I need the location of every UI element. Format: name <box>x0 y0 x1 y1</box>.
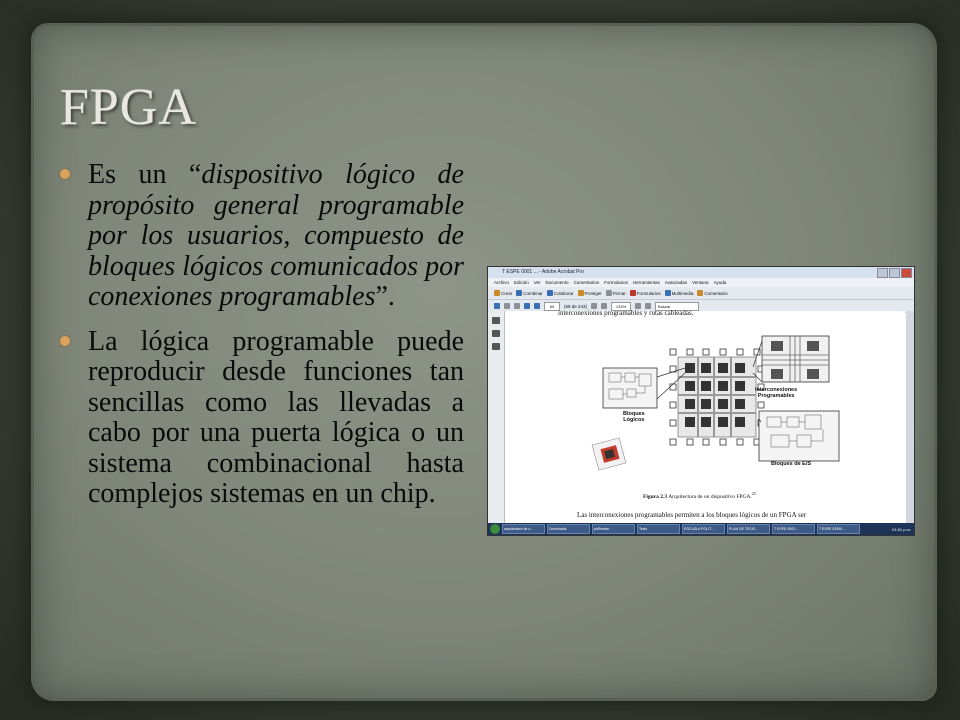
page-number-field: 69 <box>544 302 560 311</box>
comment-icon <box>697 290 703 296</box>
toolbar-forms <box>630 290 661 296</box>
toolbar-label: Proteger <box>584 290 602 296</box>
vertical-scrollbar <box>906 311 914 523</box>
acrobat-screenshot-image <box>487 266 915 536</box>
menubar <box>488 278 914 287</box>
lock-icon <box>578 290 584 296</box>
fpga-chip-photo <box>592 438 626 470</box>
attachment-icon <box>492 330 500 337</box>
toolbar-label: Formularios <box>636 290 661 296</box>
toolbar-multimedia <box>665 290 694 296</box>
combine-icon <box>516 290 522 296</box>
menu-item: Documento <box>545 280 569 285</box>
toolbar-sign <box>606 290 626 296</box>
io-block-detail <box>759 411 839 461</box>
signatures-icon <box>492 343 500 350</box>
taskbar-item: arquitectura de u... <box>502 524 545 534</box>
navigation-pane <box>488 311 505 523</box>
taskbar-item: T ESPE 0001... <box>772 524 815 534</box>
email-icon <box>514 303 520 309</box>
bullet-text: La lógica programable puede reproducir desde funciones tan sencillas como las llevadas a cabo por una puerta lógica o un sistema combinacional hasta complejos sistemas en un chip. <box>88 325 464 509</box>
zoom-field: 133% <box>611 302 631 311</box>
toolbar-label: Firmar <box>612 290 626 296</box>
toolbar-comment <box>697 290 727 296</box>
pen-icon <box>606 290 612 296</box>
window-titlebar <box>488 267 914 278</box>
toolbar-label: Colaborar <box>553 290 574 296</box>
toolbar-label: Combinar <box>523 290 543 296</box>
menu-item: Ver <box>533 280 541 285</box>
taskbar-item: ESCUELA POLIT... <box>682 524 725 534</box>
interconnect-detail <box>753 336 829 382</box>
bullet-list <box>60 160 464 524</box>
bullet-dot-icon <box>60 336 70 346</box>
print-icon <box>504 303 510 309</box>
label-io-blocks: Bloques de E/S <box>771 461 812 467</box>
toolbar-label: Comentario <box>704 290 728 296</box>
close-icon <box>901 268 912 278</box>
logic-block-grid <box>670 349 764 445</box>
document-text-top: interconexiones programables y rutas cableadas. <box>558 309 694 317</box>
figure-caption-text: Arquitectura de un dispositivo FPGA. <box>667 493 752 500</box>
toolbar-create <box>494 290 512 296</box>
forms-icon <box>630 290 636 296</box>
next-page-icon <box>534 303 540 309</box>
taskbar-clock: 01:51 p.m. <box>892 526 911 532</box>
figure-number: Figura 2.3 <box>643 493 668 500</box>
taskbar-item: T ESPE 03390... <box>817 524 860 534</box>
start-button-icon <box>490 524 500 534</box>
bullet-dot-icon <box>60 169 70 179</box>
prev-page-icon <box>524 303 530 309</box>
toolbar-label: Crear <box>501 290 513 296</box>
search-field: Buscar <box>655 302 699 311</box>
menu-item: Avanzadas <box>664 280 688 285</box>
bullet-item <box>60 327 464 510</box>
toolbar-collaborate <box>547 290 574 296</box>
label-interconnect: Interconexiones Programables <box>755 387 798 399</box>
create-icon <box>494 290 500 296</box>
taskbar-item: PLAN DE TESIS... <box>727 524 770 534</box>
windows-taskbar <box>488 523 914 535</box>
maximize-icon <box>889 268 900 278</box>
open-icon <box>494 303 500 309</box>
toolbar-protect <box>578 290 602 296</box>
taskbar-item: Tesis <box>637 524 680 534</box>
figure-caption <box>643 491 756 500</box>
slide-title: FPGA <box>60 79 197 136</box>
menu-item: Archivo <box>494 280 510 285</box>
task-toolbar <box>488 287 914 300</box>
label-logic-blocks: Bloques Lógicos <box>623 411 645 423</box>
collaborate-icon <box>547 290 553 296</box>
taskbar-item: phReader <box>592 524 635 534</box>
document-text-bottom: Las interconexiones programables permiten a los bloques lógicos de un FPGA ser <box>577 511 807 519</box>
film-icon <box>665 290 671 296</box>
menu-item: Comentarios <box>573 280 600 285</box>
menu-item: Edición <box>514 280 529 285</box>
menu-item: Ayuda <box>713 280 727 285</box>
page-count: (69 de 243) <box>564 303 588 309</box>
minimize-icon <box>877 268 888 278</box>
taskbar-item: Downloads <box>547 524 590 534</box>
toolbar-label: Multimedia <box>671 290 694 296</box>
bullet-item <box>60 160 464 313</box>
figure-reference: 25 <box>751 491 756 496</box>
menu-item: Ventana <box>692 280 709 285</box>
pages-icon <box>492 317 500 324</box>
document-page <box>505 311 905 523</box>
bullet-text-suffix: ”. <box>375 281 395 312</box>
menu-item: Herramientas <box>632 280 660 285</box>
bullet-text-prefix: Es un “ <box>88 159 202 190</box>
window-controls <box>877 268 912 278</box>
menu-item: Formularios <box>604 280 628 285</box>
bullet-text-emphasis: dispositivo lógico de propósito general programable por los usuarios, compuesto de bloques lógicos comunicados por conexiones programables <box>88 159 464 312</box>
toolbar-combine <box>516 290 543 296</box>
window-title: T ESPE 0001 ... - Adobe Acrobat Pro <box>502 269 584 275</box>
